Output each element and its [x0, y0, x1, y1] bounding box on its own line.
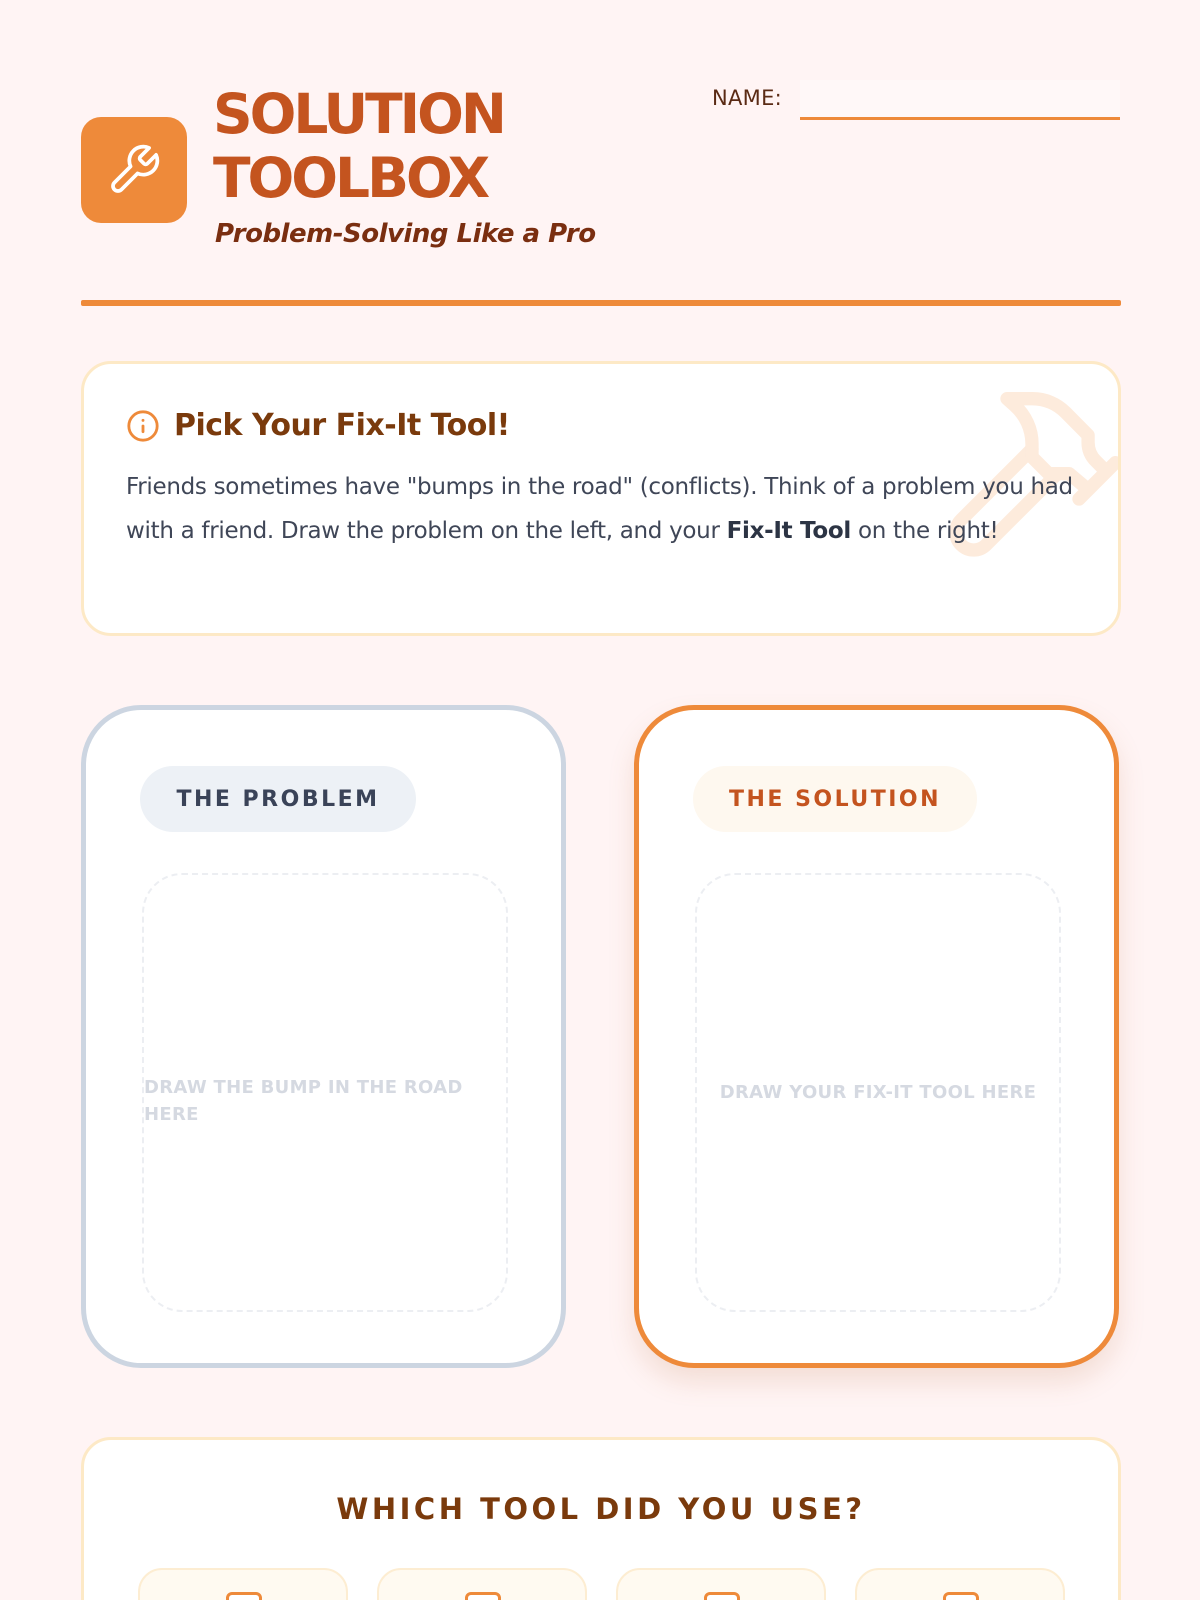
tool-option-checkbox[interactable] — [226, 1592, 262, 1600]
tool-option-checkbox[interactable] — [704, 1592, 740, 1600]
instruction-text-start: Friends sometimes have "bumps in the road" (conflicts). Think of a problem you had with a friend. Draw the problem on the left, and your — [126, 474, 1073, 544]
tool-option-2[interactable] — [377, 1568, 587, 1600]
page-subtitle: Problem-Solving Like a Pro — [215, 219, 596, 249]
instruction-text-bold: Fix-It Tool — [726, 518, 851, 544]
solution-drawing-hint: DRAW YOUR FIX-IT TOOL HERE — [719, 1082, 1037, 1103]
tool-selection-card — [81, 1437, 1121, 1600]
instruction-text — [126, 465, 1086, 553]
problem-panel — [81, 705, 566, 1368]
tool-selection-title: WHICH TOOL DID YOU USE? — [336, 1492, 866, 1526]
logo-badge — [81, 117, 187, 223]
name-field[interactable] — [800, 80, 1120, 120]
page-title — [213, 82, 504, 210]
problem-label: THE PROBLEM — [140, 766, 416, 832]
tool-option-checkbox[interactable] — [465, 1592, 501, 1600]
info-icon — [126, 409, 160, 443]
name-label: NAME: — [712, 86, 783, 110]
instruction-header — [126, 408, 510, 443]
problem-drawing-area[interactable] — [142, 873, 508, 1312]
tool-option-4[interactable] — [855, 1568, 1065, 1600]
wrench-icon — [106, 142, 162, 198]
tool-option-3[interactable] — [616, 1568, 826, 1600]
solution-label: THE SOLUTION — [693, 766, 977, 832]
tool-option-checkbox[interactable] — [943, 1592, 979, 1600]
instruction-card — [81, 361, 1121, 636]
header-divider — [81, 300, 1121, 306]
title-line-1: SOLUTION — [213, 82, 504, 146]
solution-drawing-area[interactable] — [695, 873, 1061, 1312]
solution-panel — [634, 705, 1119, 1368]
tool-option-1[interactable] — [138, 1568, 348, 1600]
problem-drawing-hint: DRAW THE BUMP IN THE ROAD HERE — [144, 1077, 463, 1125]
instruction-text-end: on the right! — [850, 518, 999, 544]
instruction-title: Pick Your Fix-It Tool! — [174, 408, 510, 443]
title-line-2: TOOLBOX — [213, 146, 488, 210]
